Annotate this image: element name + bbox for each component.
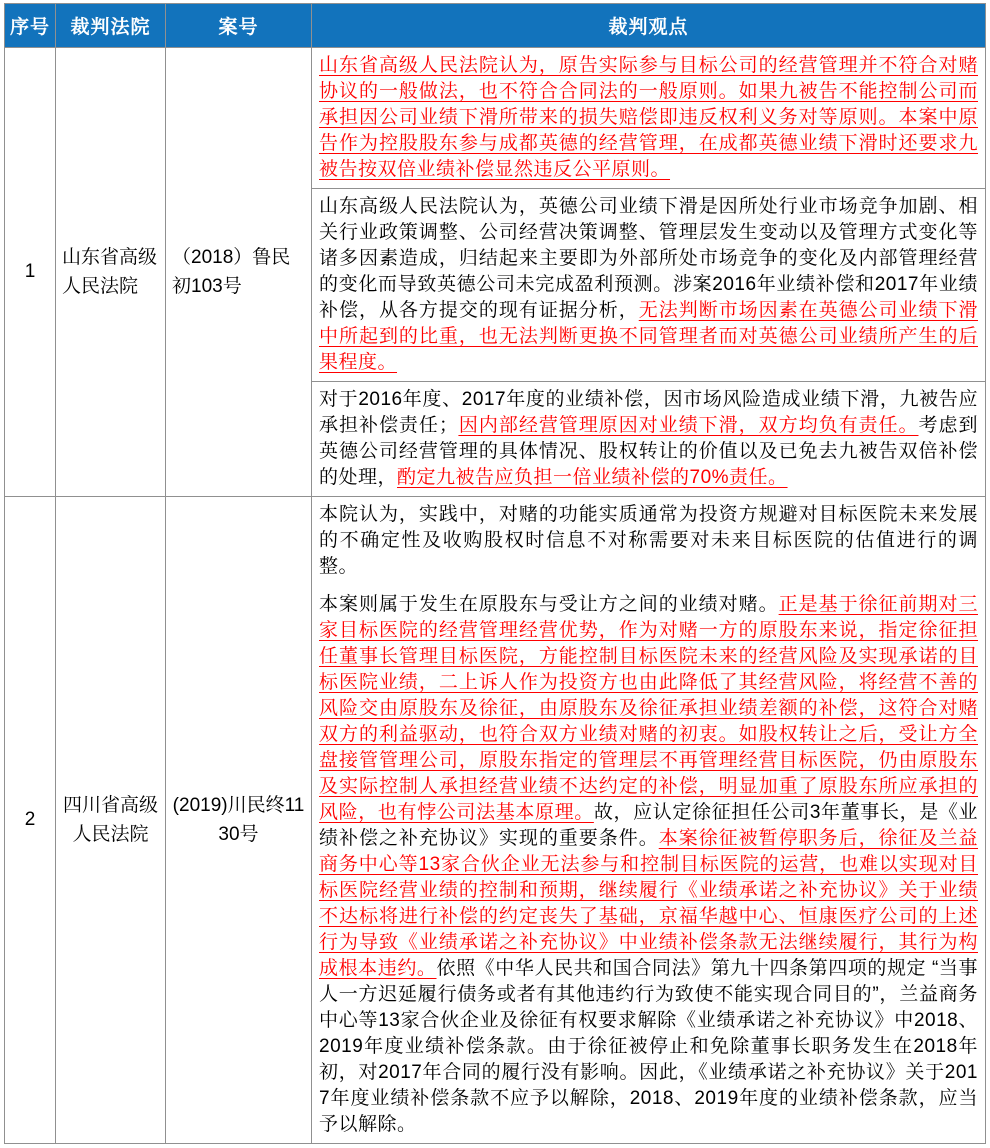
opinion-segment: 依照《中华人民共和国合同法》第九十四条第四项的规定 “当事人一方迟延履行债务或者有其他违约行为致使不能实现合同目的”，兰益商务中心等13家合伙企业及徐征有权要求解除《业绩承诺之补充协议》中2018、2019年度业绩补偿条款。由于徐征被停止和免除董事长职务发生在2018年初，对2017年合同的履行没有影响。因此，《业绩承诺之补充协议》关于2017年度业绩补偿条款不应予以解除，2018、2019年度的业绩补偿条款，应当予以解除。: [319, 958, 978, 1135]
cell-seq: 1: [5, 48, 56, 497]
cell-opinion: [312, 48, 986, 189]
opinion-segment: 考虑到英德公司经营管理的具体情况、股权转让的价值以及已免去九被告双倍补偿的处理，: [319, 415, 978, 488]
opinion-segment-highlight: 酌定九被告应负担一倍业绩补偿的70%责任。: [397, 467, 788, 488]
opinion-segment-highlight: 因内部经营管理原因对业绩下滑，双方均负有责任。: [458, 415, 919, 436]
opinion-paragraph: [319, 53, 978, 183]
opinion-segment: 本院认为，实践中，对赌的功能实质通常为投资方规避对目标医院未来发展的不确定性及收购股权时信息不对称需要对未来目标医院的估值进行的调整。: [319, 504, 978, 577]
opinion-segment-highlight: 山东省高级人民法院认为，原告实际参与目标公司的经营管理并不符合对赌协议的一般做法，也不符合合同法的一般原则。如果九被告不能控制公司而承担因公司业绩下滑所带来的损失赔偿即违反权利义务对等原则。本案中原告作为控股股东参与成都英德的经营管理，在成都英德业绩下滑时还要求九被告按双倍业绩补偿显然违反公平原则。: [319, 55, 978, 180]
cell-opinion: [312, 382, 986, 497]
cell-court: 四川省高级人民法院: [56, 497, 166, 1144]
col-header-court: 裁判法院: [56, 4, 166, 48]
opinion-paragraph: [319, 502, 978, 580]
cell-opinion: [312, 497, 986, 1144]
table-body: [5, 48, 986, 1144]
table-row: [5, 497, 986, 1144]
cell-opinion: [312, 189, 986, 382]
opinion-segment-highlight: 本案徐征被暂停职务后，徐征及兰益商务中心等13家合伙企业无法参与和控制目标医院的运营，也难以实现对目标医院经营业绩的控制和预期，继续履行《业绩承诺之补充协议》关于业绩不达标将进行补偿的约定丧失了基础，京福华越中心、恒康医疗公司的上述行为导致《业绩承诺之补充协议》中业绩补偿条款无法继续履行，其行为构成根本违约。: [319, 828, 978, 979]
cell-case-no: (2019)川民终1130号: [166, 497, 312, 1144]
opinion-segment: 山东高级人民法院认为，英德公司业绩下滑是因所处行业市场竞争加剧、相关行业政策调整、公司经营决策调整、管理层发生变动以及管理方式变化等诸多因素造成，归结起来主要即为外部所处市场竞争的变化及内部管理经营的变化而导致英德公司未完成盈利预测。涉案2016年业绩补偿和2017年业绩补偿，从各方提交的现有证据分析，: [319, 196, 978, 321]
col-header-case: 案号: [166, 4, 312, 48]
judgment-table: [4, 3, 986, 1144]
cell-court: 山东省高级人民法院: [56, 48, 166, 497]
opinion-segment: 本案则属于发生在原股东与受让方之间的业绩对赌。: [319, 594, 779, 615]
cell-seq: 2: [5, 497, 56, 1144]
cell-case-no: （2018）鲁民初103号: [166, 48, 312, 497]
header-row: [5, 4, 986, 48]
opinion-segment: 故，应认定徐征担任公司3年董事长，是《业绩补偿之补充协议》实现的重要条件。: [319, 802, 978, 849]
opinion-segment-highlight: 无法判断市场因素在英德公司业绩下滑中所起到的比重，也无法判断更换不同管理者而对英德公司业绩所产生的后果程度。: [319, 300, 978, 373]
opinion-paragraph: [319, 194, 978, 376]
col-header-opinion: 裁判观点: [312, 4, 986, 48]
opinion-segment: 对于2016年度、2017年度的业绩补偿，因市场风险造成业绩下滑，九被告应承担补偿责任；: [319, 389, 978, 436]
table-row: [5, 48, 986, 189]
opinion-segment-highlight: 正是基于徐征前期对三家目标医院的经营管理经营优势，作为对赌一方的原股东来说，指定徐征担任董事长管理目标医院，方能控制目标医院未来的经营风险及实现承诺的目标医院业绩，二上诉人作为投资方也由此降低了其经营风险，将经营不善的风险交由原股东及徐征，由原股东及徐征承担业绩差额的补偿，这符合对赌双方的利益驱动，也符合双方业绩对赌的初衷。如股权转让之后，受让方全盘接管管理公司，原股东指定的管理层不再管理经营目标医院，仍由原股东及实际控制人承担经营业绩不达约定的补偿，明显加重了原股东所应承担的风险，也有悖公司法基本原理。: [319, 594, 978, 823]
table-header: [5, 4, 986, 48]
opinion-paragraph: [319, 387, 978, 491]
opinion-paragraph: [319, 592, 978, 1138]
col-header-seq: 序号: [5, 4, 56, 48]
